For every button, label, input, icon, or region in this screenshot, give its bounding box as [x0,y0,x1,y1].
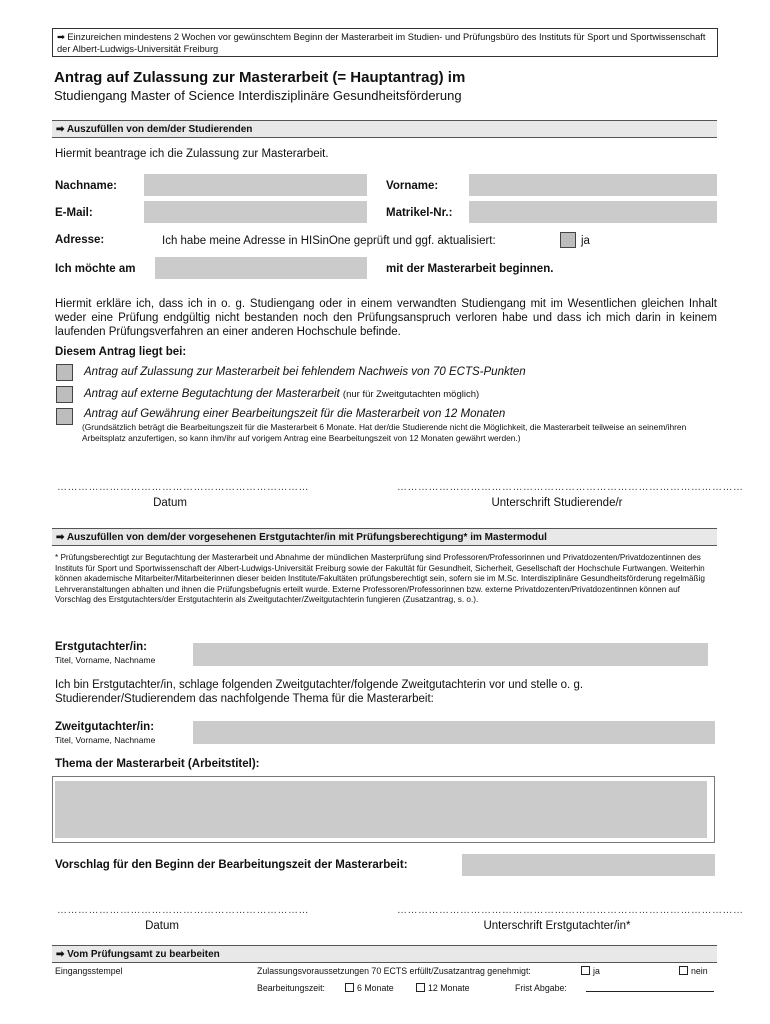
first-examiner-sublabel: Titel, Vorname, Nachname [55,655,156,665]
adresse-text: Ich habe meine Adresse in HISinOne geprüft und ggf. aktualisiert: [162,235,496,247]
nachname-label: Nachname: [55,180,117,192]
arrow-right-icon: ➡ [56,124,65,135]
first-examiner-label: Erstgutachter/in: [55,641,148,653]
email-label: E-Mail: [55,207,93,219]
receipt-stamp-label: Eingangsstempel [55,966,123,976]
notice-text [57,32,712,55]
requirements-label: Zulassungsvoraussetzungen 70 ECTS erfüllt/Zusatzantrag genehmigt: [257,966,531,976]
date-line-examiner: ……………………………………………………………… [57,905,309,916]
attachment-external-text: Antrag auf externe Begutachtung der Masterarbeit [84,388,340,400]
adresse-ja-label: ja [581,235,590,247]
start-date-suffix: mit der Masterarbeit beginnen. [386,263,554,275]
attachment-ects-label: Antrag auf Zulassung zur Masterarbeit bei fehlendem Nachweis von 70 ECTS-Punkten [84,366,526,378]
section-header-text: Auszufüllen von dem/der Studierenden [66,124,253,135]
signature-label-examiner: Unterschrift Erstgutachter/in* [483,920,631,932]
first-examiner-field[interactable] [193,643,708,666]
requirements-ja-label: ja [593,966,600,976]
vorname-field[interactable] [469,174,717,196]
duration-12-months[interactable] [416,983,470,994]
examiner-footnote: * Prüfungsberechtigt zur Begutachtung der Masterarbeit und Abnahme der mündlichen Masterprüfung sind Professoren/Professorinnen und Privatdozenten/Privatdozentinnen des Instituts für Sport und Sportwissenschaft der Albert-Ludwigs-Universität Freiburg sowie der Fakultät für Gesundheit, Sicherheit, Gesellschaft der Hochschule Furtwangen. Weiterhin können akademische Mitarbeiter/Mitarbeiterinnen dieser beiden Institute/Fakultäten prüfungsberechtigt sein, sofern sie im M.Sc. Interdisziplinäre Gesundheitsförderung regelmäßig Lehrveranstaltungen abhalten und ihnen die Prüfungsbefugnis erteilt wurde. Externe Professoren/Professorinnen bzw. externe Privatdozenten/Privatdozentinnen können auf Vorschlag des Erstgutachters/der Erstgutachterin als Zweitgutachter/Zweitgutachterin fungieren (Zusatzantrag, s. o.). [55,553,705,604]
notice-body: Einzureichen mindestens 2 Wochen vor gewünschtem Beginn der Masterarbeit im Studien- und Prüfungsbüro des Instituts für Sport und Sportwissenschaft der Albert-Ludwigs-Universität Freiburg [57,32,706,54]
checkbox-icon [679,966,688,975]
checkbox-icon [581,966,590,975]
checkbox-icon [345,983,354,992]
adresse-checkbox[interactable] [560,232,576,248]
second-examiner-field[interactable] [193,721,715,744]
date-line-student: ……………………………………………………………… [57,482,309,493]
thesis-topic-label: Thema der Masterarbeit (Arbeitstitel): [55,758,260,770]
duration-12-label: 12 Monate [428,983,470,993]
requirements-nein[interactable] [679,966,708,977]
requirements-ja[interactable] [581,966,600,977]
attachment-12months-label: Antrag auf Gewährung einer Bearbeitungszeit für die Masterarbeit von 12 Monaten [84,408,506,420]
attachment-12months-checkbox[interactable] [56,408,73,425]
page-title: Antrag auf Zulassung zur Masterarbeit (= Hauptantrag) im [54,69,466,86]
start-proposal-label: Vorschlag für den Beginn der Bearbeitungszeit der Masterarbeit: [55,859,408,871]
signature-line-student: ……………………………………………………………………………………… [397,482,744,493]
arrow-right-icon: ➡ [56,949,65,960]
attachments-heading: Diesem Antrag liegt bei: [55,346,187,358]
attachment-external-checkbox[interactable] [56,386,73,403]
date-label-student: Datum [153,497,187,509]
date-label-examiner: Datum [145,920,179,932]
attachment-ects-checkbox[interactable] [56,364,73,381]
section-header-text: Auszufüllen von dem/der vorgesehenen Erstgutachter/in mit Prüfungsberechtigung* im Mastermodul [66,532,547,543]
declaration-text: Hiermit erkläre ich, dass ich in o. g. Studiengang oder in einem verwandten Studiengang mit im Wesentlichen gleichen Inhalt weder eine Prüfung endgültig nicht bestanden noch den Prüfungsanspruch verloren habe und dass ich mich darin in keinem laufenden Prüfungsverfahren an einer anderen Hochschule befinde. [55,298,717,338]
thesis-topic-field[interactable] [55,781,707,838]
adresse-label: Adresse: [55,234,105,246]
arrow-right-icon: ➡ [57,32,65,42]
section-header-office [52,945,717,963]
duration-label: Bearbeitungszeit: [257,983,325,993]
start-date-field[interactable] [155,257,367,279]
email-field[interactable] [144,201,367,223]
page-subtitle: Studiengang Master of Science Interdisziplinäre Gesundheitsförderung [54,88,462,103]
start-date-label: Ich möchte am [55,263,136,275]
notice-box [52,28,718,57]
section-header-student [52,120,717,138]
thesis-topic-frame [52,776,715,843]
nachname-field[interactable] [144,174,367,196]
arrow-right-icon: ➡ [56,532,65,543]
vorname-label: Vorname: [386,180,439,192]
intro-text: Hiermit beantrage ich die Zulassung zur Masterarbeit. [55,148,329,160]
proposal-text: Ich bin Erstgutachter/in, schlage folgenden Zweitgutachter/folgende Zweitgutachterin vor und stelle o. g. Studierender/Studierendem das nachfolgende Thema für die Masterarbeit: [55,679,584,705]
second-examiner-sublabel: Titel, Vorname, Nachname [55,735,156,745]
section-header-examiner [52,528,717,546]
attachment-12months-note: (Grundsätzlich beträgt die Bearbeitungszeit für die Masterarbeit 6 Monate. Hat der/die Studierende nicht die Möglichkeit, die Masterarbeit teilweise an seinem/ihren Arbeitsplatz anzufertigen, so kann ihm/ihr auf vorigem Antrag eine Bearbeitungszeit von 12 Monaten gewährt werden.) [82,422,687,443]
section-header-text: Vom Prüfungsamt zu bearbeiten [67,949,220,960]
matrikel-field[interactable] [469,201,717,223]
checkbox-icon [416,983,425,992]
duration-6-months[interactable] [345,983,394,994]
deadline-label: Frist Abgabe: [515,983,567,993]
deadline-line[interactable] [586,991,714,992]
start-proposal-field[interactable] [462,854,715,876]
attachment-external-note: (nur für Zweitgutachten möglich) [342,389,480,400]
second-examiner-label: Zweitgutachter/in: [55,721,155,733]
signature-line-examiner: ……………………………………………………………………………………… [397,905,744,916]
duration-6-label: 6 Monate [357,983,394,993]
attachment-external-label [84,388,479,400]
requirements-nein-label: nein [691,966,708,976]
matrikel-label: Matrikel-Nr.: [386,207,453,219]
signature-label-student: Unterschrift Studierende/r [491,497,623,509]
